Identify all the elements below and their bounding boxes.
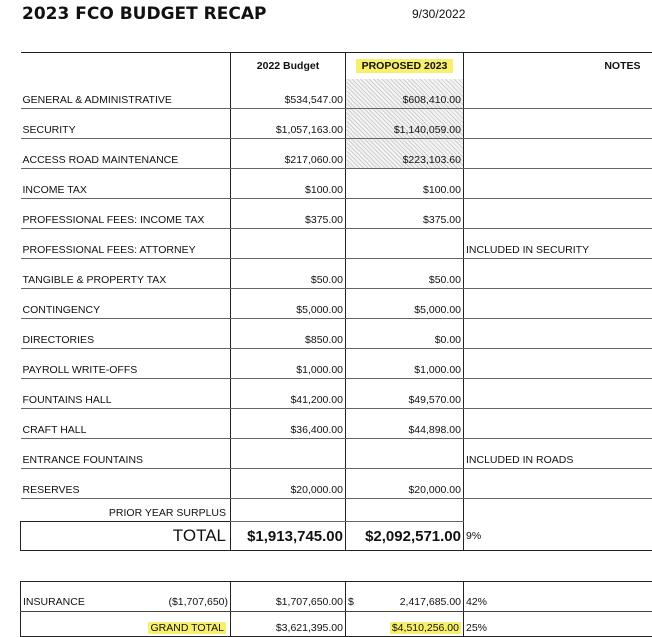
insurance-label-group bbox=[23, 596, 228, 608]
prior-year-surplus-2022 bbox=[231, 499, 346, 522]
insurance-label: INSURANCE bbox=[23, 596, 85, 608]
total-label: TOTAL bbox=[21, 522, 231, 551]
table-row bbox=[21, 319, 652, 349]
row-notes: INCLUDED IN SECURITY bbox=[464, 229, 652, 259]
insurance-proposed-cell bbox=[346, 582, 464, 612]
page-title: 2023 FCO BUDGET RECAP bbox=[22, 4, 266, 24]
insurance-pct-change: 42% bbox=[464, 582, 652, 612]
row-2022-budget: $100.00 bbox=[231, 169, 346, 199]
table-row bbox=[21, 469, 652, 499]
row-notes bbox=[464, 79, 652, 109]
row-proposed-2023: $44,898.00 bbox=[346, 409, 464, 439]
row-label: CRAFT HALL bbox=[21, 409, 231, 439]
table-row bbox=[21, 169, 652, 199]
row-notes bbox=[464, 349, 652, 379]
total-row bbox=[21, 522, 652, 551]
table-row bbox=[21, 439, 652, 469]
row-proposed-2023: $5,000.00 bbox=[346, 289, 464, 319]
table-row bbox=[21, 379, 652, 409]
report-date: 9/30/2022 bbox=[412, 7, 465, 21]
insurance-proposed-group bbox=[348, 596, 461, 608]
row-label: INCOME TAX bbox=[21, 169, 231, 199]
insurance-2022-budget: $1,707,650.00 bbox=[231, 582, 346, 612]
row-proposed-2023: $608,410.00 bbox=[346, 79, 464, 109]
table-row bbox=[21, 259, 652, 289]
total-proposed-2023: $2,092,571.00 bbox=[346, 522, 464, 551]
row-proposed-2023: $50.00 bbox=[346, 259, 464, 289]
total-2022-budget: $1,913,745.00 bbox=[231, 522, 346, 551]
prior-year-surplus-notes bbox=[464, 499, 652, 522]
row-notes bbox=[464, 169, 652, 199]
table-row bbox=[21, 409, 652, 439]
row-proposed-2023: $49,570.00 bbox=[346, 379, 464, 409]
row-label: CONTINGENCY bbox=[21, 289, 231, 319]
row-notes bbox=[464, 379, 652, 409]
row-2022-budget: $41,200.00 bbox=[231, 379, 346, 409]
grand-total-2022-budget: $3,621,395.00 bbox=[231, 612, 346, 637]
table-row bbox=[21, 79, 652, 109]
row-notes bbox=[464, 469, 652, 499]
row-2022-budget: $36,400.00 bbox=[231, 409, 346, 439]
row-notes bbox=[464, 409, 652, 439]
row-proposed-2023: $100.00 bbox=[346, 169, 464, 199]
row-2022-budget: $5,000.00 bbox=[231, 289, 346, 319]
header-proposed-2023-label: PROPOSED 2023 bbox=[356, 59, 454, 73]
row-notes bbox=[464, 259, 652, 289]
header-2022-budget: 2022 Budget bbox=[231, 53, 346, 80]
row-proposed-2023: $1,140,059.00 bbox=[346, 109, 464, 139]
grand-total-label: GRAND TOTAL bbox=[148, 622, 226, 634]
row-proposed-2023 bbox=[346, 229, 464, 259]
row-label: ENTRANCE FOUNTAINS bbox=[21, 439, 231, 469]
prior-year-surplus-row bbox=[21, 499, 652, 522]
grand-total-row bbox=[21, 612, 652, 637]
row-notes bbox=[464, 199, 652, 229]
insurance-row bbox=[21, 582, 652, 612]
row-2022-budget: $850.00 bbox=[231, 319, 346, 349]
insurance-prior-amount: ($1,707,650) bbox=[168, 596, 228, 608]
row-2022-budget: $20,000.00 bbox=[231, 469, 346, 499]
insurance-currency: $ bbox=[348, 596, 354, 608]
row-proposed-2023: $223,103.60 bbox=[346, 139, 464, 169]
row-2022-budget: $50.00 bbox=[231, 259, 346, 289]
insurance-proposed-2023: 2,417,685.00 bbox=[400, 596, 461, 608]
spacer-row bbox=[21, 551, 652, 582]
row-notes bbox=[464, 289, 652, 319]
header-proposed-2023 bbox=[346, 53, 464, 80]
row-2022-budget: $217,060.00 bbox=[231, 139, 346, 169]
spacer bbox=[21, 551, 652, 582]
row-label: RESERVES bbox=[21, 469, 231, 499]
header-row bbox=[21, 53, 652, 80]
row-notes bbox=[464, 109, 652, 139]
total-pct-change: 9% bbox=[464, 522, 652, 551]
row-2022-budget bbox=[231, 439, 346, 469]
row-label: SECURITY bbox=[21, 109, 231, 139]
header-label bbox=[21, 53, 231, 80]
row-label: PROFESSIONAL FEES: ATTORNEY bbox=[21, 229, 231, 259]
budget-table bbox=[20, 52, 652, 637]
row-proposed-2023: $20,000.00 bbox=[346, 469, 464, 499]
row-label: DIRECTORIES bbox=[21, 319, 231, 349]
header-notes: NOTES bbox=[464, 53, 652, 80]
row-2022-budget bbox=[231, 229, 346, 259]
row-proposed-2023: $1,000.00 bbox=[346, 349, 464, 379]
prior-year-surplus-label: PRIOR YEAR SURPLUS bbox=[21, 499, 231, 522]
grand-total-label-cell bbox=[21, 612, 231, 637]
row-label: TANGIBLE & PROPERTY TAX bbox=[21, 259, 231, 289]
row-2022-budget: $1,000.00 bbox=[231, 349, 346, 379]
table-row bbox=[21, 229, 652, 259]
row-2022-budget: $375.00 bbox=[231, 199, 346, 229]
row-label: FOUNTAINS HALL bbox=[21, 379, 231, 409]
prior-year-surplus-2023 bbox=[346, 499, 464, 522]
row-proposed-2023: $375.00 bbox=[346, 199, 464, 229]
grand-total-proposed-cell bbox=[346, 612, 464, 637]
row-label: GENERAL & ADMINISTRATIVE bbox=[21, 79, 231, 109]
table-row bbox=[21, 199, 652, 229]
table-row bbox=[21, 139, 652, 169]
row-2022-budget: $534,547.00 bbox=[231, 79, 346, 109]
row-proposed-2023 bbox=[346, 439, 464, 469]
table-row bbox=[21, 109, 652, 139]
row-label: PAYROLL WRITE-OFFS bbox=[21, 349, 231, 379]
insurance-label-cell bbox=[21, 582, 231, 612]
row-proposed-2023: $0.00 bbox=[346, 319, 464, 349]
table-row bbox=[21, 349, 652, 379]
table-row bbox=[21, 289, 652, 319]
grand-total-pct-change: 25% bbox=[464, 612, 652, 637]
row-notes bbox=[464, 139, 652, 169]
row-notes bbox=[464, 319, 652, 349]
row-notes: INCLUDED IN ROADS bbox=[464, 439, 652, 469]
row-label: PROFESSIONAL FEES: INCOME TAX bbox=[21, 199, 231, 229]
grand-total-proposed-2023: $4,510,256.00 bbox=[390, 622, 461, 634]
row-2022-budget: $1,057,163.00 bbox=[231, 109, 346, 139]
row-label: ACCESS ROAD MAINTENANCE bbox=[21, 139, 231, 169]
